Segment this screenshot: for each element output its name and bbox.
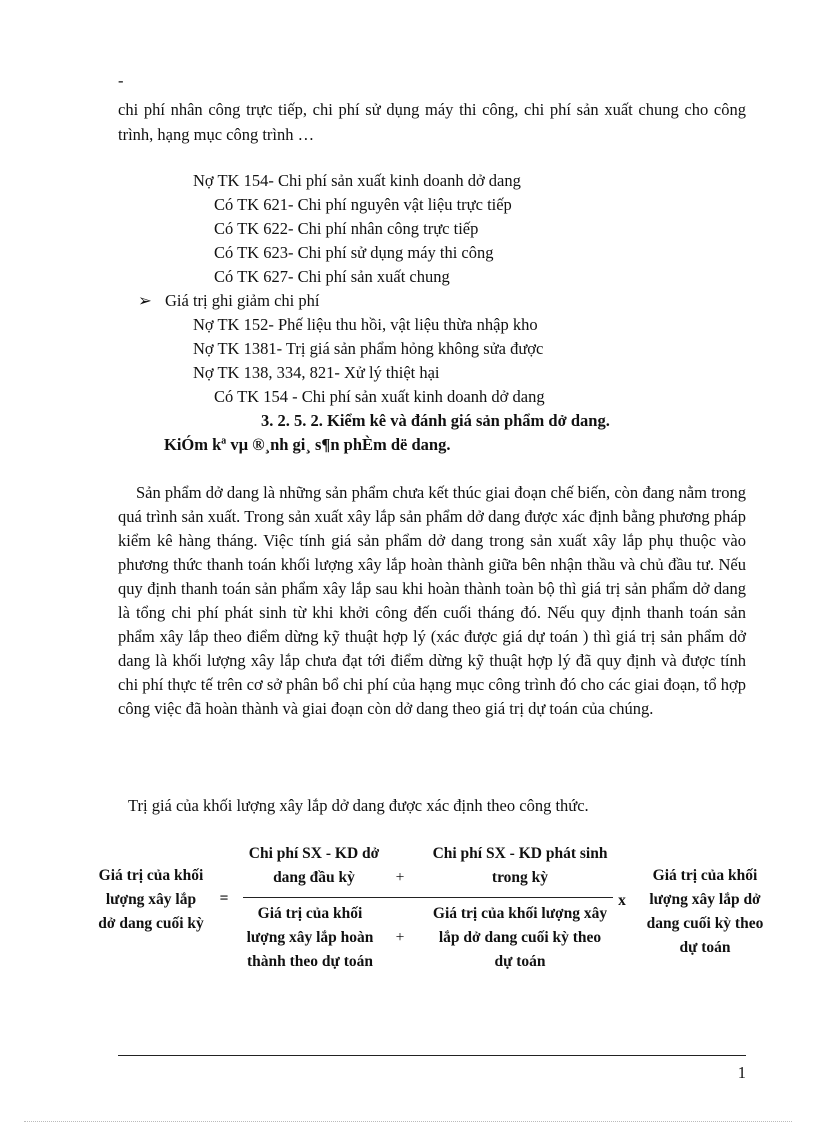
formula-denominator-left: Giá trị của khối lượng xây lắp hoàn thành theo dự toán xyxy=(246,905,374,970)
journal-entry-credit-623: Có TK 623- Chi phí sử dụng máy thi công xyxy=(214,243,494,262)
formula-rhs: Giá trị của khối lượng xây lắp dở dang cuối kỳ theo dự toán xyxy=(646,867,764,956)
journal-entry-credit-622: Có TK 622- Chi phí nhân công trực tiếp xyxy=(214,219,479,238)
garbled-heading: KiÓm kª vµ ®¸nh gi¸ s¶n phÈm dë dang. xyxy=(164,435,451,454)
journal-entry-credit-621: Có TK 621- Chi phí nguyên vật liệu trực tiếp xyxy=(214,195,512,214)
top-dash-mark: - xyxy=(118,71,124,90)
journal-entry-debit-154: Nợ TK 154- Chi phí sản xuất kinh doanh dở dang xyxy=(193,171,521,190)
formula-lhs: Giá trị của khối lượng xây lắp dở dang cuối kỳ xyxy=(98,867,204,932)
fraction-bar xyxy=(243,897,613,898)
journal-entry-credit-627: Có TK 627- Chi phí sản xuất chung xyxy=(214,267,450,286)
formula-equals: = xyxy=(219,890,229,907)
bullet-heading: Giá trị ghi giảm chi phí xyxy=(165,291,320,310)
formula-denominator-right: Giá trị của khối lượng xây lắp dở dang cuối kỳ theo dự toán xyxy=(432,905,608,970)
section-heading: 3. 2. 5. 2. Kiểm kê và đánh giá sản phẩm dở dang. xyxy=(261,411,610,430)
formula-numerator-left: Chi phí SX - KD dở dang đầu kỳ xyxy=(248,845,380,886)
footer-rule xyxy=(118,1055,746,1056)
formula-numerator-plus: + xyxy=(395,869,405,886)
page-number: 1 xyxy=(737,1063,746,1082)
journal-entry-debit-1381: Nợ TK 1381- Trị giá sản phẩm hỏng không sửa được xyxy=(193,339,544,358)
intro-paragraph: chi phí nhân công trực tiếp, chi phí sử dụng máy thi công, chi phí sản xuất chung cho công trình, hạng mục công trình … xyxy=(118,100,746,144)
journal-entry-credit-154: Có TK 154 - Chi phí sản xuất kinh doanh dở dang xyxy=(214,387,545,406)
formula-denominator-plus: + xyxy=(395,929,405,946)
formula-intro: Trị giá của khối lượng xây lắp dở dang được xác định theo công thức. xyxy=(128,796,589,815)
page-bottom-dotted-border xyxy=(24,1121,792,1122)
formula-times: x xyxy=(618,892,626,909)
journal-entry-debit-138: Nợ TK 138, 334, 821- Xử lý thiệt hại xyxy=(193,363,440,382)
formula-numerator-right: Chi phí SX - KD phát sinh trong kỳ xyxy=(432,845,608,886)
journal-entry-debit-152: Nợ TK 152- Phế liệu thu hồi, vật liệu thừa nhập kho xyxy=(193,315,538,334)
body-paragraph: Sản phẩm dở dang là những sản phẩm chưa kết thúc giai đoạn chế biến, còn đang nằm trong quá trình sản xuất. Trong sản xuất xây lắp sản phẩm dở dang được xác định bằng phương pháp kiểm kê hàng tháng. Việc tính giá sản phẩm dở dang trong sản xuất xây lắp phụ thuộc vào phương thức thanh toán khối lượng xây lắp hoàn thành giữa bên nhận thầu và chủ đầu tư. Nếu quy định thanh toán sản phẩm xây lắp sau khi hoàn thành toàn bộ thì giá trị sản phẩm dở dang là tổng chi phí phát sinh từ khi khởi công đến cuối tháng đó. Nếu quy định thanh toán sản phẩm xây lắp theo điểm dừng kỹ thuật hợp lý (xác được giá dự toán ) thì giá trị sản phẩm dở dang là khối lượng xây lắp chưa đạt tới điểm dừng kỹ thuật hợp lý đã quy định và được tính chi phí thực tế trên cơ sở phân bổ chi phí của hạng mục công trình đó cho các giai đoạn, tổ hợp công việc đã hoàn thành và giai đoạn còn dở dang theo giá trị dự toán của chúng. xyxy=(118,483,746,718)
arrow-bullet-icon: ➢ xyxy=(138,291,152,310)
